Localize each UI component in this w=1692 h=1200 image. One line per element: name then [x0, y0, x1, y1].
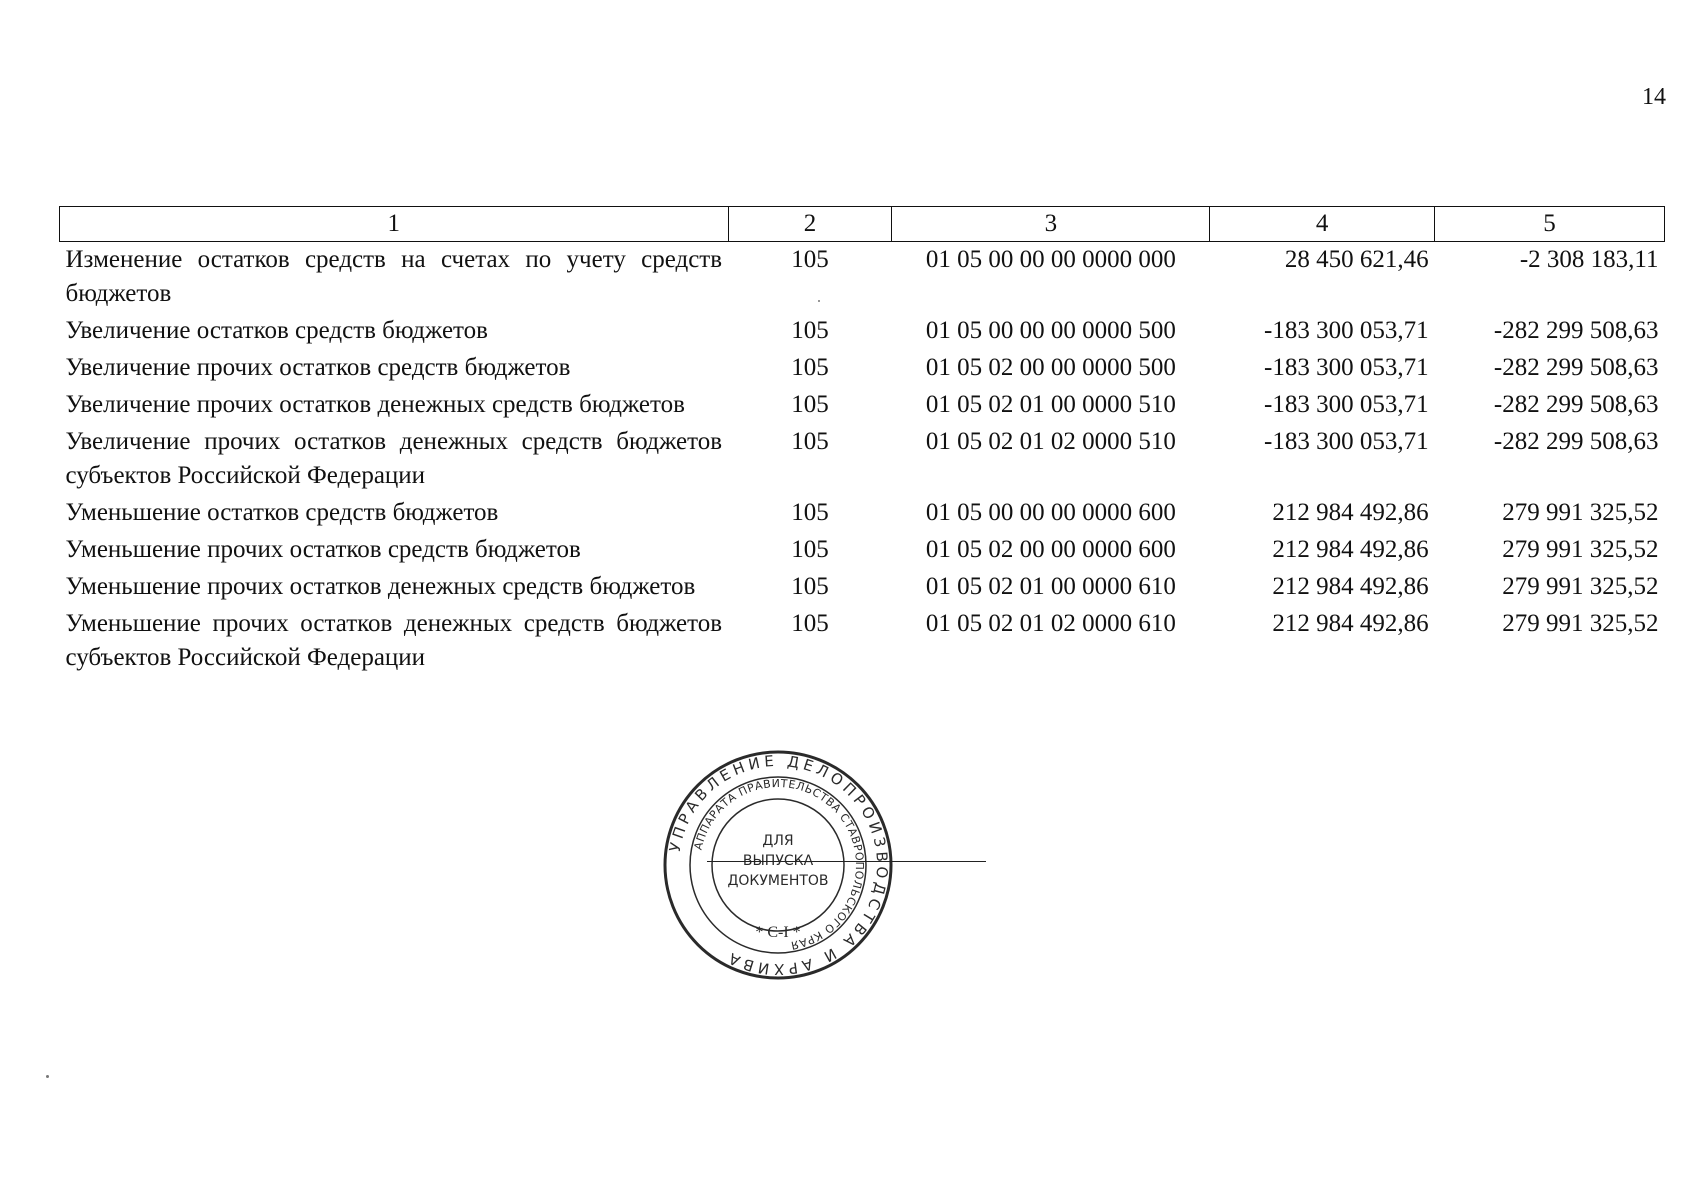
- column-header: 2: [728, 207, 892, 242]
- row-admin-code: 105: [791, 246, 829, 273]
- sources-of-financing-table: [59, 206, 1665, 677]
- row-value-col4: -183 300 053,71: [1264, 391, 1429, 418]
- row-classification-code: 01 05 00 00 00 0000 500: [925, 317, 1176, 344]
- stamp-center-line: ДЛЯ: [762, 833, 794, 849]
- row-value-col5: -2 308 183,11: [1519, 246, 1659, 273]
- row-classification-code: 01 05 02 01 02 0000 610: [925, 610, 1176, 637]
- row-value-col4: 28 450 621,46: [1284, 246, 1429, 273]
- row-admin-code: 105: [791, 610, 829, 637]
- row-value-col4: 212 984 492,86: [1272, 536, 1429, 563]
- column-header: 3: [892, 207, 1210, 242]
- row-value-col4: -183 300 053,71: [1264, 428, 1429, 455]
- table-header: [60, 207, 1665, 242]
- signature-line: [707, 861, 986, 862]
- table-row: [60, 424, 1665, 495]
- row-value-col4: -183 300 053,71: [1264, 317, 1429, 344]
- row-name: Уменьшение прочих остатков денежных средств бюджетов: [65, 573, 696, 600]
- row-name: Уменьшение прочих остатков средств бюджетов: [65, 536, 581, 563]
- column-number-row: [60, 207, 1665, 242]
- scan-speck: [818, 300, 820, 302]
- table-row: [60, 242, 1665, 314]
- row-value-col5: 279 991 325,52: [1502, 536, 1659, 563]
- row-value-col5: 279 991 325,52: [1502, 499, 1659, 526]
- row-value-col5: -282 299 508,63: [1493, 428, 1659, 455]
- page-number: 14: [1642, 84, 1666, 110]
- stamp-bottom-mark: [755, 924, 800, 941]
- row-admin-code: 105: [791, 536, 829, 563]
- row-admin-code: 105: [791, 354, 829, 381]
- stamp-code: С-I: [767, 924, 789, 941]
- row-name: Уменьшение остатков средств бюджетов: [65, 499, 499, 526]
- column-header: 1: [60, 207, 729, 242]
- table-row: [60, 350, 1665, 387]
- row-value-col4: -183 300 053,71: [1264, 354, 1429, 381]
- table-row: [60, 569, 1665, 606]
- row-value-col5: -282 299 508,63: [1493, 354, 1659, 381]
- column-header: 4: [1210, 207, 1435, 242]
- row-name: Уменьшение прочих остатков денежных средств бюджетов субъектов Российской Федерации: [65, 610, 723, 671]
- stamp-inner-text: АППАРАТА ПРАВИТЕЛЬСТВА СТАВРОПОЛЬСКОГО КРАЯ: [691, 776, 867, 952]
- row-value-col5: 279 991 325,52: [1502, 573, 1659, 600]
- stamp-outer-text: УПРАВЛЕНИЕ ДЕЛОПРОИЗВОДСТВА И АРХИВА: [665, 751, 892, 979]
- row-name: Увеличение прочих остатков денежных средств бюджетов: [65, 391, 685, 418]
- stamp-center-line: ДОКУМЕНТОВ: [727, 873, 829, 889]
- row-admin-code: 105: [791, 428, 829, 455]
- row-name: Увеличение остатков средств бюджетов: [65, 317, 488, 344]
- row-value-col5: -282 299 508,63: [1493, 317, 1659, 344]
- official-seal-stamp: [662, 749, 894, 981]
- row-name: Увеличение прочих остатков средств бюджетов: [65, 354, 571, 381]
- stamp-center-line: ВЫПУСКА: [742, 853, 814, 869]
- column-header: 5: [1435, 207, 1665, 242]
- row-admin-code: 105: [791, 391, 829, 418]
- row-admin-code: 105: [791, 499, 829, 526]
- row-admin-code: 105: [791, 317, 829, 344]
- row-value-col5: 279 991 325,52: [1502, 610, 1659, 637]
- star-icon: *: [788, 924, 801, 941]
- row-classification-code: 01 05 02 00 00 0000 600: [925, 536, 1176, 563]
- table-row: [60, 495, 1665, 532]
- row-value-col5: -282 299 508,63: [1493, 391, 1659, 418]
- row-classification-code: 01 05 02 00 00 0000 500: [925, 354, 1176, 381]
- row-name: Изменение остатков средств на счетах по учету средств бюджетов: [65, 246, 723, 307]
- row-value-col4: 212 984 492,86: [1272, 573, 1429, 600]
- table-row: [60, 387, 1665, 424]
- table-row: [60, 313, 1665, 350]
- table-row: [60, 532, 1665, 569]
- row-value-col4: 212 984 492,86: [1272, 499, 1429, 526]
- table-row: [60, 606, 1665, 677]
- row-classification-code: 01 05 02 01 00 0000 510: [925, 391, 1176, 418]
- row-value-col4: 212 984 492,86: [1272, 610, 1429, 637]
- table-body: [60, 242, 1665, 678]
- row-name: Увеличение прочих остатков денежных средств бюджетов субъектов Российской Федерации: [65, 428, 723, 489]
- scan-speck: [46, 1075, 49, 1078]
- star-icon: *: [755, 924, 768, 941]
- row-admin-code: 105: [791, 573, 829, 600]
- row-classification-code: 01 05 00 00 00 0000 600: [925, 499, 1176, 526]
- row-classification-code: 01 05 02 01 00 0000 610: [925, 573, 1176, 600]
- row-classification-code: 01 05 02 01 02 0000 510: [925, 428, 1176, 455]
- row-classification-code: 01 05 00 00 00 0000 000: [925, 246, 1176, 273]
